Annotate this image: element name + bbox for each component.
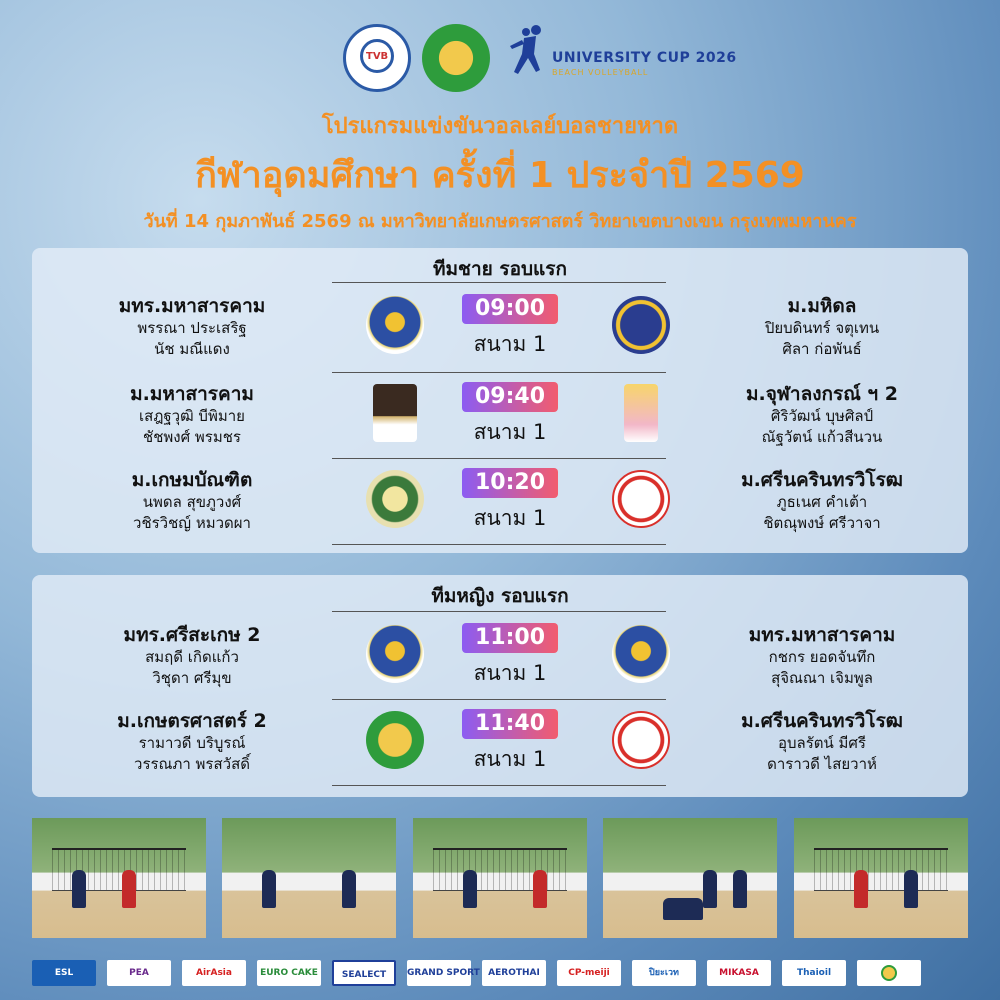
sponsor-logo: AirAsia [182,960,246,986]
event-logo-title: UNIVERSITY CUP 2026 [552,50,737,66]
match-time: 11:00 [462,623,558,653]
sponsor-logo: MIKASA [707,960,771,986]
match-photo [32,818,206,938]
player-name: อุบลรัตน์ มีศรี [777,734,866,752]
sponsor-logo: ปิยะเวท [632,960,696,986]
player-name: วิชุดา ศรีมุข [152,669,232,687]
sponsor-logo: EURO CAKE [257,960,321,986]
match-time: 09:00 [462,294,558,324]
sponsor-logo: Thaioil [782,960,846,986]
court-label: สนาม 1 [473,332,547,356]
swu-logo [612,711,670,769]
player-name: นพดล สุขภูวงศ์ [142,493,242,511]
panel-title: ทีมชาย รอบแรก [433,258,567,280]
right-team-name: ม.ศรีนครินทรวิโรฒ [741,710,903,732]
right-team-name: ม.ศรีนครินทรวิโรฒ [741,469,903,491]
sponsor-logo: CP-meiji [557,960,621,986]
volleyball-player-icon [500,24,550,84]
player-name: รามาวดี บริบูรณ์ [138,734,246,752]
match-photo [222,818,396,938]
match-row [32,703,968,789]
left-team-name: ม.มหาสารคาม [130,383,254,405]
player-name: ศิลา ก่อพันธ์ [782,340,862,358]
sponsor-logo: SEALECT [332,960,396,986]
sponsor-logo: ESL [32,960,96,986]
player-name: ภูธเนศ คำเต้า [776,493,868,511]
player-name: วรรณภา พรสวัสดิ์ [134,755,250,773]
sponsor-emblem-icon [881,965,897,981]
sponsor-logo: PEA [107,960,171,986]
kasem-bundit-logo [366,470,424,528]
right-team-name: ม.จุฬาลงกรณ์ ฯ 2 [746,383,898,405]
tvb-association-logo: TVB [343,24,411,92]
match-time: 10:20 [462,468,558,498]
swu-logo [612,470,670,528]
left-team-name: มทร.มหาสารคาม [118,295,266,317]
sponsor-logo: GRAND SPORT [407,960,471,986]
title-line-2: กีฬาอุดมศึกษา ครั้งที่ 1 ประจำปี 2569 [195,155,805,196]
match-time: 11:40 [462,709,558,739]
court-label: สนาม 1 [473,747,547,771]
player-name: กชกร ยอดจันทึก [768,648,876,666]
right-team-name: มทร.มหาสารคาม [748,624,896,646]
player-name: สุจิณณา เจิมพูล [771,669,873,687]
match-row [32,462,968,548]
mahasarakham-logo [373,384,417,442]
women-first-round-panel [32,575,968,797]
player-name: นัช มณีแดง [154,340,230,358]
right-team-name: ม.มหิดล [787,295,857,317]
player-name: วชิรวิชญ์ หมวดผา [133,514,251,532]
title-line-3: วันที่ 14 กุมภาพันธ์ 2569 ณ มหาวิทยาลัยเกษตรศาสตร์ วิทยาเขตบางเขน กรุงเทพมหานคร [143,211,857,232]
match-photo [794,818,968,938]
kasetsart-university-logo [422,24,490,92]
rajamangala-logo [366,625,424,683]
match-row [32,288,968,374]
player-name: ปิยบดินทร์ จตุเทน [764,319,880,337]
header-logos [0,20,1000,98]
kasetsart-logo [366,711,424,769]
rajamangala-logo [366,296,424,354]
court-label: สนาม 1 [473,420,547,444]
left-team-name: ม.เกษตรศาสตร์ 2 [117,710,267,732]
match-photo [603,818,777,938]
event-logo-subtitle: BEACH VOLLEYBALL [552,68,649,77]
court-label: สนาม 1 [473,661,547,685]
player-name: ดาราวดี ไสยวาห์ [767,755,877,773]
sponsor-bar [32,960,968,986]
left-team-name: ม.เกษมบัณฑิต [131,469,253,491]
sponsor-logo: AEROTHAI [482,960,546,986]
player-name: ชิตณุพงษ์ ศรีวาจา [763,514,881,532]
mahidol-logo [612,296,670,354]
court-label: สนาม 1 [473,506,547,530]
player-name: พรรณา ประเสริฐ [137,319,247,337]
photo-strip [32,818,968,938]
player-name: เสฎฐวุฒิ บีพิมาย [139,407,245,425]
rajamangala-logo [612,625,670,683]
men-first-round-panel [32,248,968,553]
player-name: ณัฐวัตน์ แก้วสีนวน [761,428,883,446]
match-time: 09:40 [462,382,558,412]
player-name: ศิริวัฒน์ บุษศิลป์ [770,407,874,425]
match-photo [413,818,587,938]
chula-logo [624,384,658,442]
match-row [32,617,968,703]
player-name: ชัชพงศ์ พรมชร [143,428,241,446]
panel-title: ทีมหญิง รอบแรก [431,585,569,607]
left-team-name: มทร.ศรีสะเกษ 2 [123,624,261,646]
sponsor-logo [857,960,921,986]
player-name: สมฤดี เกิดแก้ว [145,648,239,666]
match-row [32,376,968,462]
title-line-1: โปรแกรมแข่งขันวอลเลย์บอลชายหาด [321,114,679,139]
